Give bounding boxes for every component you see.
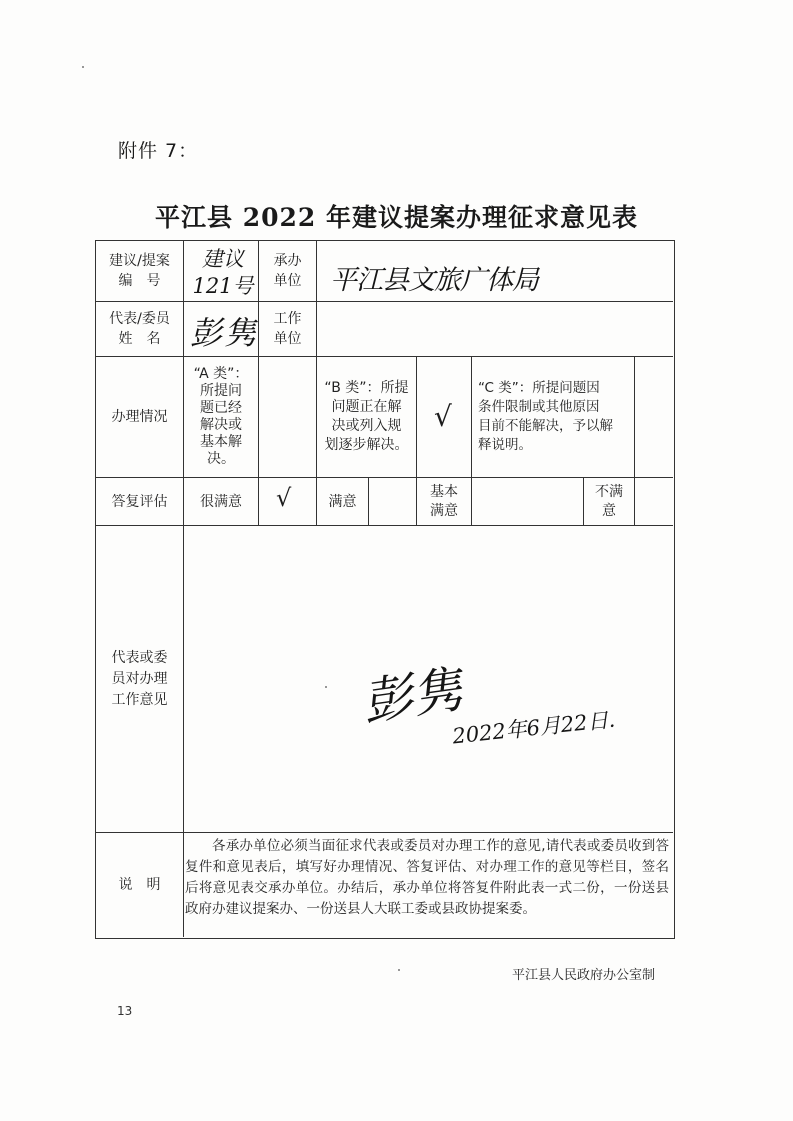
undertaking-unit-label: 承办 单位 xyxy=(273,253,302,289)
opinion-label: 代表或委 员对办理 工作意见 xyxy=(111,649,168,708)
scan-speck xyxy=(398,969,400,971)
very-satisfied-label: 很满意 xyxy=(200,493,242,510)
handling-label: 办理情况 xyxy=(111,409,168,425)
member-name-label: 代表/委员 姓 名 xyxy=(109,311,170,347)
undertaking-unit-value: 平江县文旅广体局 xyxy=(330,265,538,296)
proposal-number-label: 建议/提案 编 号 xyxy=(109,253,170,289)
very-satisfied-checkmark: √ xyxy=(276,484,292,512)
attachment-label: 附件 7： xyxy=(118,140,199,162)
scan-speck xyxy=(325,686,327,688)
basically-satisfied-label: 基本 满意 xyxy=(430,483,458,519)
col-divider xyxy=(183,240,184,937)
col-divider xyxy=(471,356,472,525)
category-a-text: “A 类”： 所提问 题已经 解决或 基本解 决。 xyxy=(193,366,249,467)
scan-speck xyxy=(82,66,84,68)
col-divider xyxy=(368,477,369,525)
issuer-footer: 平江县人民政府办公室制 xyxy=(512,968,656,983)
col-divider xyxy=(258,356,259,525)
opinion-date: 2022年6月22日. xyxy=(451,707,617,749)
page-number: 13 xyxy=(117,1004,133,1018)
member-name-value: 彭隽 xyxy=(190,314,259,352)
category-b-checkmark: √ xyxy=(434,400,452,433)
unsatisfied-label: 不满 意 xyxy=(595,483,623,519)
category-c-text: “C 类”：所提问题因 条件限制或其他原因 目前不能解决，予以解 释说明。 xyxy=(478,380,613,453)
opinion-signature: 彭隽 xyxy=(359,660,467,732)
notes-label: 说 明 xyxy=(118,876,161,893)
form-title: 平江县 2022 年建议提案办理征求意见表 xyxy=(155,203,638,232)
work-unit-value xyxy=(317,302,672,356)
notes-text: 各承办单位必须当面征求代表或委员对办理工作的意见,请代表或委员收到答复件和意见表后，填写好办理情况、答复评估、对办理工作的意见等栏目，签名后将意见表交承办单位。办结后，承办单位将答复件附此表一式二份，一份送县政府办建议提案办、一份送县人大联工委或县政协提案委。 xyxy=(185,838,669,917)
category-b-text: “B 类”：所提 问题正在解 决或列入规 划逐步解决。 xyxy=(324,380,409,453)
proposal-number-value: 建议 121号 xyxy=(192,247,254,298)
evaluation-label: 答复评估 xyxy=(111,493,168,510)
satisfied-label: 满意 xyxy=(328,493,357,510)
work-unit-label: 工作 单位 xyxy=(273,311,302,347)
